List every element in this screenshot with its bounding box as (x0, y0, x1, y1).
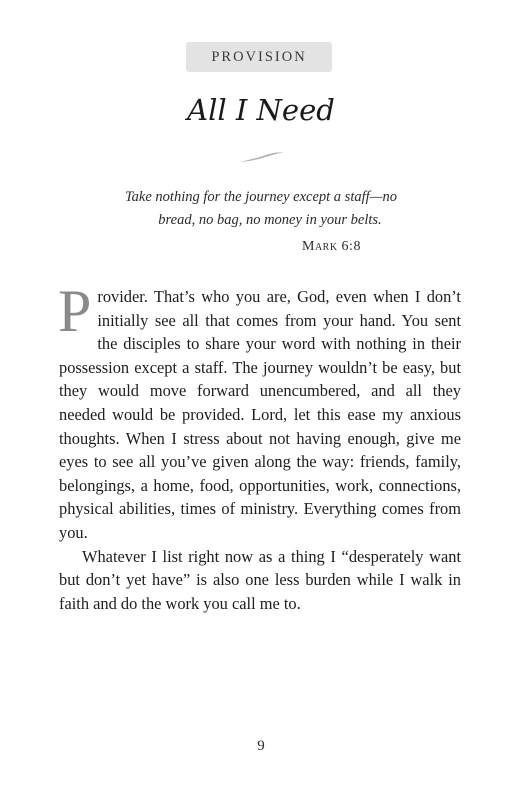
drop-cap: P (58, 278, 92, 344)
paragraph (58, 278, 461, 545)
epigraph-line: Take nothing for the journey except a staff—no (124, 189, 398, 205)
flourish-ornament (236, 148, 286, 166)
body-text (58, 278, 461, 615)
category-label: PROVISION (211, 48, 307, 65)
category-badge (186, 42, 332, 72)
scripture-reference: Mark 6:8 (302, 239, 361, 254)
page-title: All I Need (187, 93, 335, 127)
epigraph-line: bread, no bag, no money in your belts. (158, 212, 382, 228)
page-number: 9 (257, 738, 265, 754)
epigraph (0, 186, 522, 232)
paragraph-text: rovider. That’s who you are, God, even when I don’t initially see all that comes from your hand. You sent the disciples to share your word with nothing in their possession except a staff. The journey wouldn’t be easy, but they would move forward unencumbered, and all they needed would be provided. Lord, let this ease my anxious thoughts. When I stress about not having enough, give me eyes to see all you’ve given along the way: friends, family, belongings, a home, food, opportunities, work, connections, physical abilities, times of ministry. Everything comes from you. (59, 287, 461, 542)
paragraph: Whatever I list right now as a thing I “desperately want but don’t yet have” is also one less burden while I walk in faith and do the work you call me to. (59, 546, 461, 613)
